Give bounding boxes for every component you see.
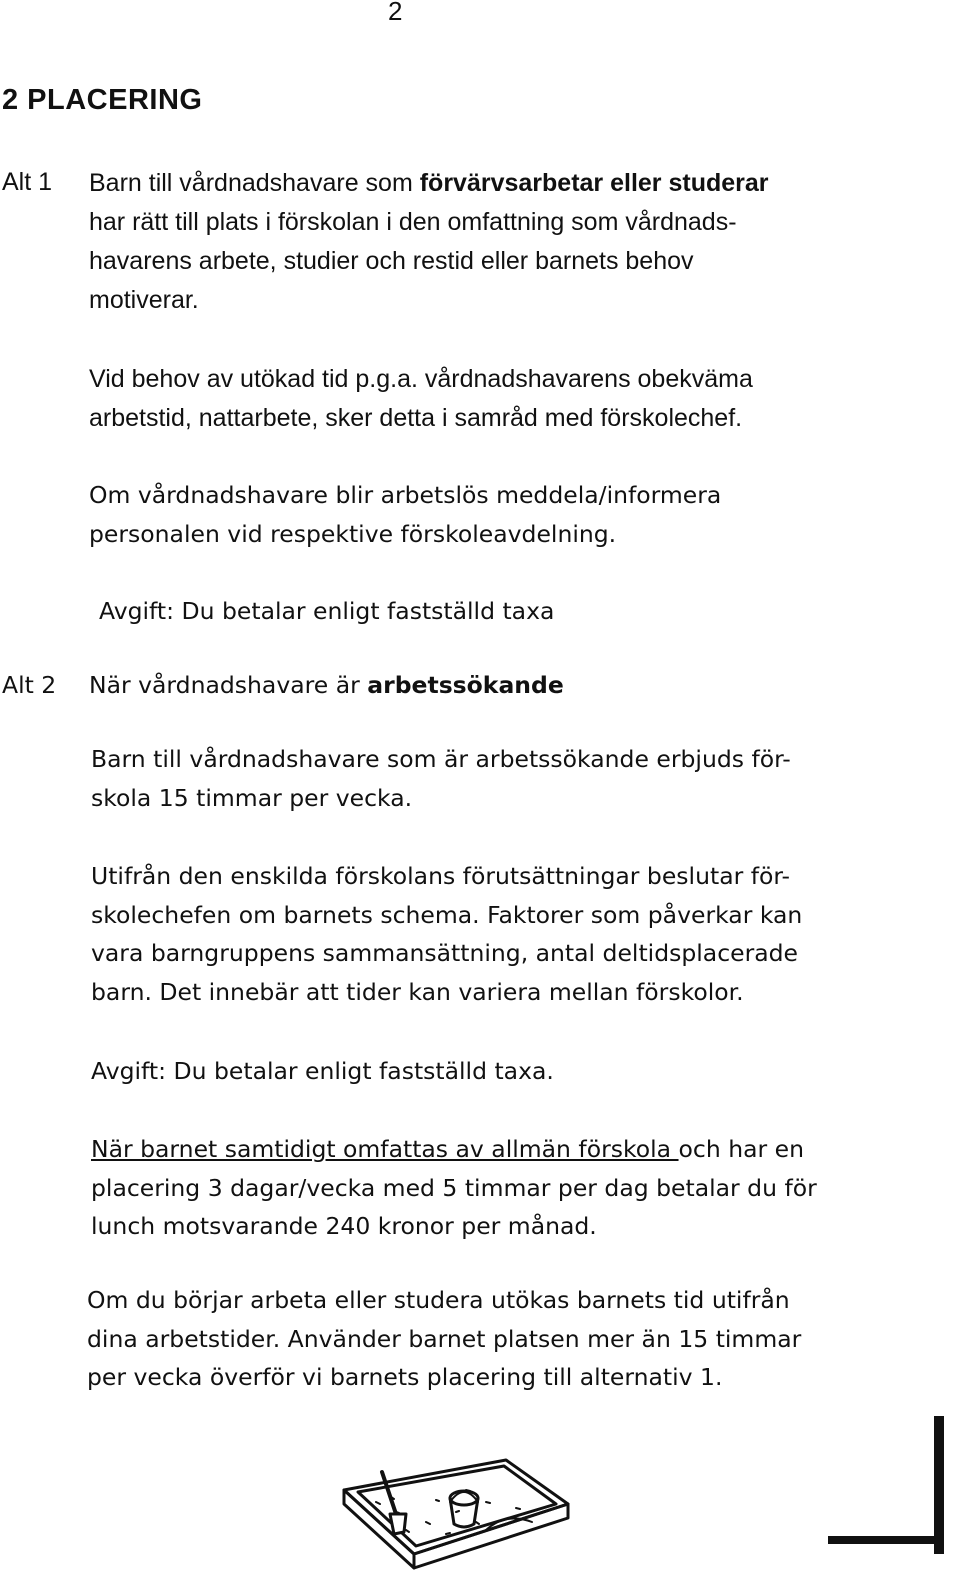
alt2-p4-line1: Om du börjar arbeta eller studera utökas barnets tid utifrån: [87, 1286, 790, 1314]
alt2-p2-line1: Utifrån den enskilda förskolans förutsättningar beslutar för-: [91, 862, 791, 890]
alt2-p4-line3: per vecka överför vi barnets placering till alternativ 1.: [87, 1363, 723, 1391]
alt1-fee: Avgift: Du betalar enligt fastställd taxa: [99, 597, 555, 625]
alt1-paragraph-3: [89, 476, 721, 553]
alt2-p3-line3: lunch motsvarande 240 kronor per månad.: [91, 1212, 597, 1240]
alt2-paragraph-4: [87, 1281, 801, 1397]
alt2-title: När vårdnadshavare är arbetssökande: [89, 671, 564, 699]
alt1-p1-line3: havarens arbete, studier och restid eller barnets behov: [89, 247, 694, 275]
alt1-paragraph-1: [89, 164, 769, 320]
alt1-label: Alt 1: [2, 168, 53, 196]
page-number: 2: [388, 0, 403, 26]
alt1-p3-line1: Om vårdnadshavare blir arbetslös meddela/informera: [89, 481, 722, 509]
sandbox-illustration-icon: [336, 1442, 576, 1578]
alt2-p1-line1: Barn till vårdnadshavare som är arbetssökande erbjuds för-: [91, 745, 791, 773]
alt2-p3-underlined: När barnet samtidigt omfattas av allmän förskola: [91, 1135, 679, 1163]
alt2-fee: Avgift: Du betalar enligt fastställd taxa.: [91, 1057, 554, 1085]
alt2-p2-line2: skolechefen om barnets schema. Faktorer som påverkar kan: [91, 900, 803, 929]
alt2-p1-line2: skola 15 timmar per vecka.: [91, 783, 413, 812]
alt2-paragraph-3: [91, 1130, 817, 1246]
alt2-p2-line4: barn. Det innebär att tider kan variera mellan förskolor.: [91, 977, 744, 1006]
alt2-p2-line3: vara barngruppens sammansättning, antal deltidsplacerade: [91, 939, 799, 967]
alt1-p3-line2: personalen vid respektive förskoleavdelning.: [89, 519, 617, 548]
alt1-p2-line1: Vid behov av utökad tid p.g.a. vårdnadshavarens obekväma: [89, 365, 753, 393]
section-heading: 2 PLACERING: [2, 84, 203, 116]
tab-marker-icon: [826, 1410, 956, 1560]
alt2-paragraph-1: [91, 740, 791, 817]
alt1-p1-emphasis: förvärvsarbetar eller studerar: [419, 169, 769, 197]
alt1-p1-line1: Barn till vårdnadshavare som förvärvsarbetar eller studerar: [89, 169, 769, 197]
alt1-p1-line4: motiverar.: [89, 286, 199, 314]
alt1-paragraph-2: [89, 360, 753, 438]
alt2-paragraph-2: [91, 857, 802, 1011]
alt1-p1-line2: har rätt till plats i förskolan i den omfattning som vårdnads-: [89, 208, 737, 236]
alt2-p4-line2: dina arbetstider. Använder barnet platsen mer än 15 timmar: [87, 1324, 802, 1353]
alt1-p2-line2: arbetstid, nattarbete, sker detta i samråd med förskolechef.: [89, 404, 743, 432]
alt2-title-emphasis: arbetssökande: [367, 671, 564, 699]
alt2-p3-line1: När barnet samtidigt omfattas av allmän förskola och har en: [91, 1135, 804, 1163]
alt2-label: Alt 2: [2, 671, 57, 699]
alt2-p3-line2: placering 3 dagar/vecka med 5 timmar per dag betalar du för: [91, 1173, 817, 1202]
